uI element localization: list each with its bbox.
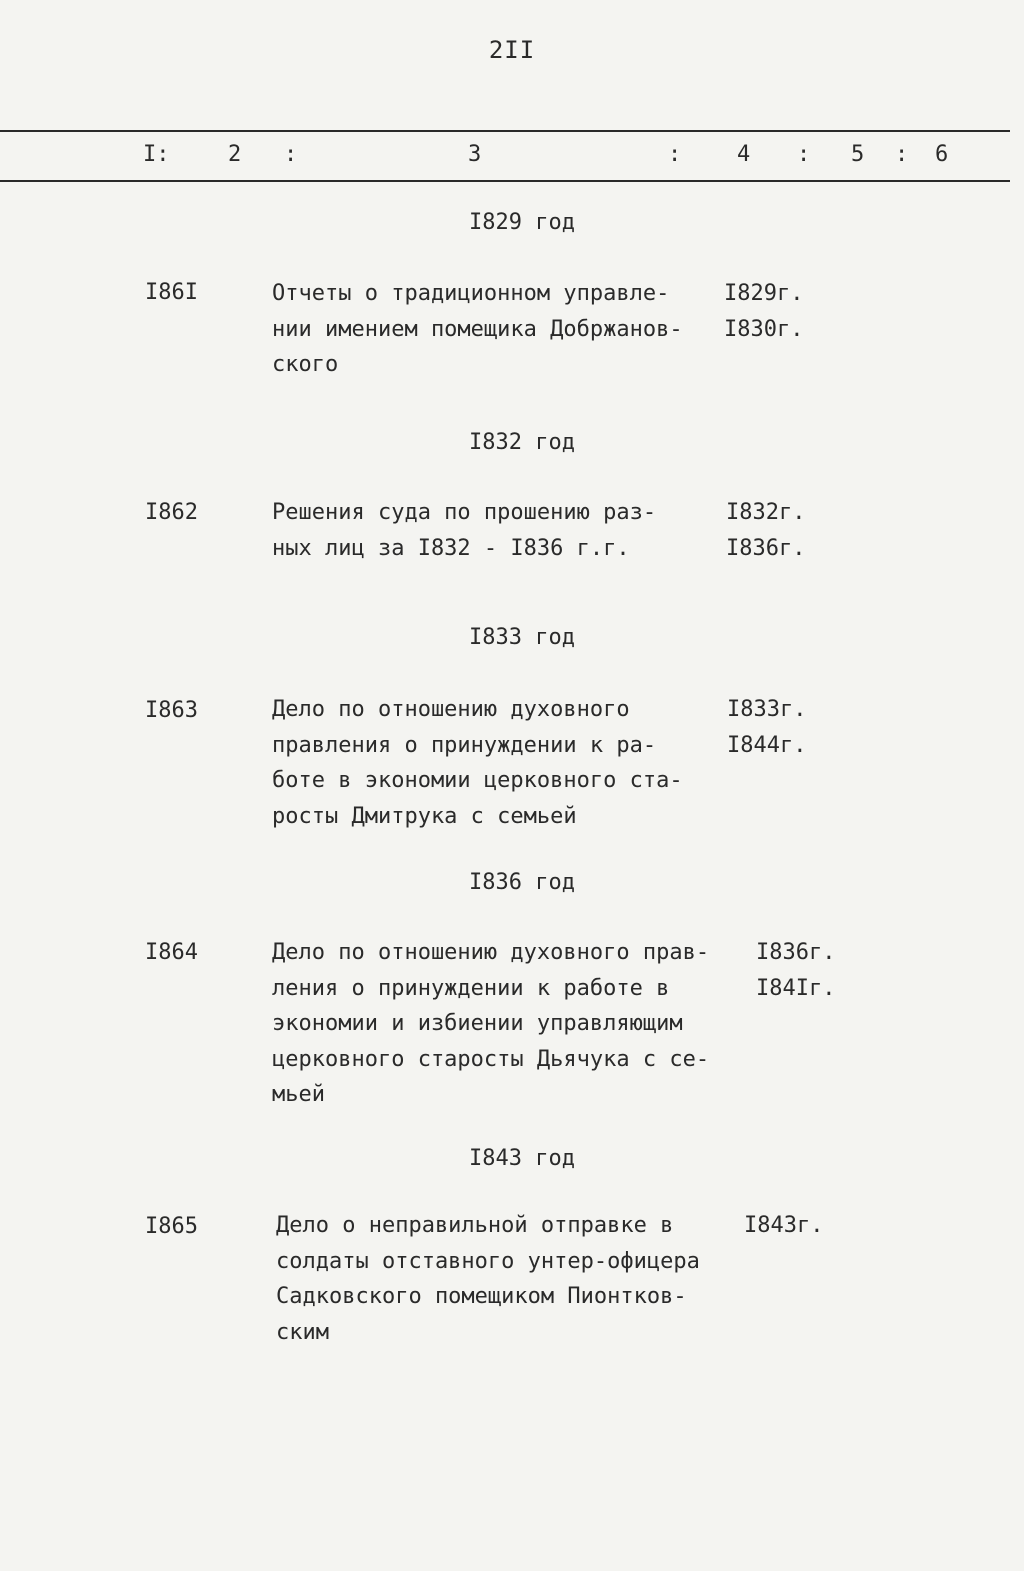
year-heading: I843 год [469, 1146, 575, 1171]
entry-description [272, 495, 712, 566]
column-header-6: 6 [935, 142, 949, 167]
entry-number: I864 [145, 940, 198, 965]
year-heading: I836 год [469, 870, 575, 895]
date-start: I829г. [724, 281, 804, 306]
description-line: ления о принуждении к работе в [272, 975, 670, 1001]
column-separator: : [797, 142, 811, 167]
column-header-4: 4 [737, 142, 751, 167]
description-line: боте в экономии церковного ста- [272, 768, 683, 793]
entry-number: I865 [145, 1214, 198, 1239]
page-number: 2II [488, 36, 536, 64]
date-start: I833г. [727, 697, 807, 722]
description-line: Решения суда по прошению раз- [272, 500, 657, 525]
description-line: росты Дмитрука с семьей [272, 803, 577, 829]
entry-description [272, 935, 712, 1113]
entry-dates [744, 1208, 823, 1244]
year-heading: I829 год [469, 210, 575, 235]
description-line: солдаты отставного унтер-офицера [276, 1248, 700, 1274]
description-line: Дело по отношению духовного прав- [272, 940, 710, 965]
entry-dates [724, 276, 803, 347]
date-end: I84Iг. [756, 975, 836, 1001]
date-end: I830г. [724, 316, 804, 342]
table-header-bottom-rule [0, 180, 1010, 182]
description-line: Садковского помещиком Пионтков- [276, 1284, 687, 1309]
description-line: ского [272, 352, 339, 377]
column-separator: : [668, 142, 682, 167]
description-line: мьей [272, 1082, 325, 1107]
entry-description [272, 692, 712, 834]
date-start: I832г. [726, 500, 806, 525]
year-heading: I833 год [469, 625, 575, 650]
entry-number: I863 [145, 698, 198, 723]
entry-description [276, 1208, 716, 1350]
entry-dates [727, 692, 806, 763]
entry-number: I862 [145, 500, 198, 525]
entry-description [272, 276, 712, 383]
date-start: I843г. [744, 1213, 824, 1238]
entry-dates [756, 935, 835, 1006]
description-line: ных лиц за I832 - I836 г.г. [272, 535, 630, 561]
description-line: Дело по отношению духовного [272, 697, 630, 722]
entry-dates [726, 495, 805, 566]
column-header-5: 5 [851, 142, 865, 167]
column-header-1: I: [143, 142, 170, 167]
year-heading: I832 год [469, 430, 575, 455]
table-header-top-rule [0, 130, 1010, 132]
date-end: I844г. [727, 732, 807, 758]
column-separator: : [284, 142, 298, 167]
description-line: нии имением помещика Добржанов- [272, 316, 683, 342]
date-end: I836г. [726, 535, 806, 561]
description-line: экономии и избиении управляющим [272, 1011, 683, 1036]
column-header-2: 2 [228, 142, 242, 167]
column-header-3: 3 [468, 142, 482, 167]
description-line: ским [276, 1319, 329, 1345]
description-line: правления о принуждении к ра- [272, 732, 657, 758]
description-line: Отчеты о традиционном управле- [272, 281, 670, 306]
entry-number: I86I [145, 280, 198, 305]
date-start: I836г. [756, 940, 836, 965]
description-line: Дело о неправильной отправке в [276, 1213, 674, 1238]
description-line: церковного старосты Дьячука с се- [272, 1046, 710, 1072]
column-separator: : [895, 142, 909, 167]
